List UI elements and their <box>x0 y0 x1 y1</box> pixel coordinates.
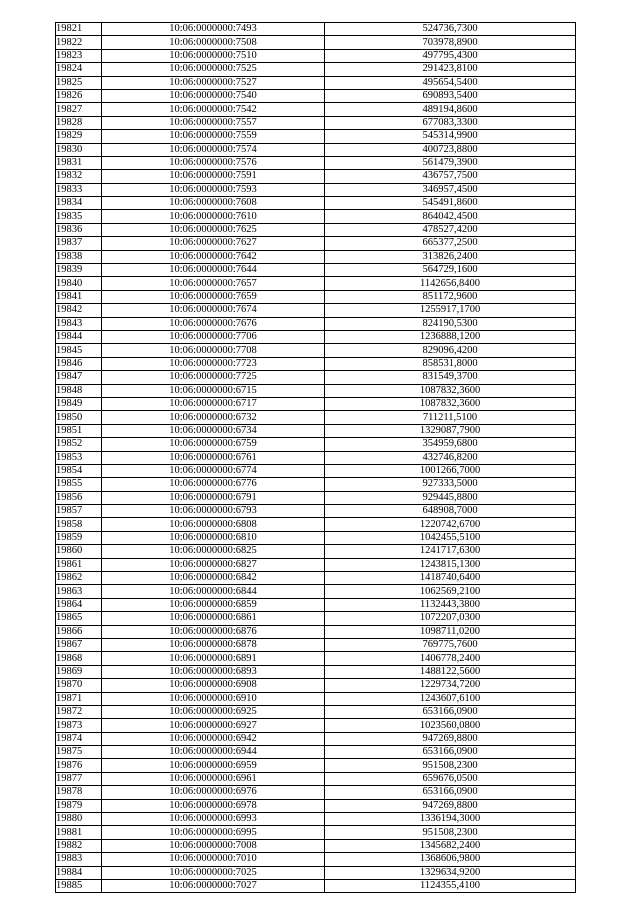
table-body <box>56 23 576 893</box>
table-row <box>56 424 576 437</box>
table-row <box>56 438 576 451</box>
cadastral-number-cell: 10:06:0000000:6827 <box>102 558 325 571</box>
cadastral-number-cell: 10:06:0000000:6942 <box>102 732 325 745</box>
value-cell: 1329634,9200 <box>325 866 576 879</box>
table-row <box>56 625 576 638</box>
table-row <box>56 183 576 196</box>
table-row <box>56 491 576 504</box>
cadastral-number-cell: 10:06:0000000:6715 <box>102 384 325 397</box>
value-cell: 354959,6800 <box>325 438 576 451</box>
row-number-cell: 19829 <box>56 130 102 143</box>
value-cell: 1132443,3800 <box>325 598 576 611</box>
cadastral-number-cell: 10:06:0000000:6876 <box>102 625 325 638</box>
cadastral-number-cell: 10:06:0000000:7676 <box>102 317 325 330</box>
value-cell: 1243815,1300 <box>325 558 576 571</box>
row-number-cell: 19871 <box>56 692 102 705</box>
value-cell: 824190,5300 <box>325 317 576 330</box>
table-row <box>56 384 576 397</box>
table-row <box>56 103 576 116</box>
row-number-cell: 19856 <box>56 491 102 504</box>
row-number-cell: 19852 <box>56 438 102 451</box>
table-row <box>56 518 576 531</box>
cadastral-number-cell: 10:06:0000000:6791 <box>102 491 325 504</box>
cadastral-number-cell: 10:06:0000000:6761 <box>102 451 325 464</box>
cadastral-number-cell: 10:06:0000000:6891 <box>102 652 325 665</box>
value-cell: 665377,2500 <box>325 237 576 250</box>
row-number-cell: 19851 <box>56 424 102 437</box>
cadastral-number-cell: 10:06:0000000:7625 <box>102 223 325 236</box>
value-cell: 432746,8200 <box>325 451 576 464</box>
row-number-cell: 19822 <box>56 36 102 49</box>
table-row <box>56 63 576 76</box>
table-row <box>56 197 576 210</box>
row-number-cell: 19833 <box>56 183 102 196</box>
row-number-cell: 19859 <box>56 531 102 544</box>
row-number-cell: 19842 <box>56 304 102 317</box>
cadastral-number-cell: 10:06:0000000:6878 <box>102 638 325 651</box>
table-row <box>56 531 576 544</box>
cadastral-number-cell: 10:06:0000000:7008 <box>102 839 325 852</box>
cadastral-number-cell: 10:06:0000000:7025 <box>102 866 325 879</box>
row-number-cell: 19857 <box>56 505 102 518</box>
value-cell: 1087832,3600 <box>325 384 576 397</box>
table-row <box>56 853 576 866</box>
value-cell: 947269,8800 <box>325 799 576 812</box>
value-cell: 1368606,9800 <box>325 853 576 866</box>
value-cell: 659676,0500 <box>325 772 576 785</box>
table-row <box>56 692 576 705</box>
table-row <box>56 130 576 143</box>
table-row <box>56 638 576 651</box>
table-row <box>56 585 576 598</box>
value-cell: 690893,5400 <box>325 89 576 102</box>
value-cell: 436757,7500 <box>325 170 576 183</box>
cadastral-number-cell: 10:06:0000000:7559 <box>102 130 325 143</box>
cadastral-number-cell: 10:06:0000000:7644 <box>102 264 325 277</box>
value-cell: 1023560,0800 <box>325 719 576 732</box>
row-number-cell: 19866 <box>56 625 102 638</box>
row-number-cell: 19826 <box>56 89 102 102</box>
cadastral-number-cell: 10:06:0000000:6961 <box>102 772 325 785</box>
value-cell: 1098711,0200 <box>325 625 576 638</box>
cadastral-number-cell: 10:06:0000000:6910 <box>102 692 325 705</box>
row-number-cell: 19843 <box>56 317 102 330</box>
value-cell: 1087832,3600 <box>325 397 576 410</box>
row-number-cell: 19840 <box>56 277 102 290</box>
value-cell: 653166,0900 <box>325 705 576 718</box>
value-cell: 648908,7000 <box>325 505 576 518</box>
cadastral-number-cell: 10:06:0000000:6810 <box>102 531 325 544</box>
table-row <box>56 799 576 812</box>
row-number-cell: 19860 <box>56 545 102 558</box>
value-cell: 711211,5100 <box>325 411 576 424</box>
row-number-cell: 19824 <box>56 63 102 76</box>
row-number-cell: 19878 <box>56 786 102 799</box>
row-number-cell: 19827 <box>56 103 102 116</box>
cadastral-number-cell: 10:06:0000000:6734 <box>102 424 325 437</box>
value-cell: 831549,3700 <box>325 371 576 384</box>
table-row <box>56 237 576 250</box>
table-row <box>56 558 576 571</box>
value-cell: 313826,2400 <box>325 250 576 263</box>
cadastral-number-cell: 10:06:0000000:7593 <box>102 183 325 196</box>
table-row <box>56 545 576 558</box>
row-number-cell: 19836 <box>56 223 102 236</box>
row-number-cell: 19830 <box>56 143 102 156</box>
cadastral-number-cell: 10:06:0000000:7557 <box>102 116 325 129</box>
value-cell: 864042,4500 <box>325 210 576 223</box>
table-row <box>56 357 576 370</box>
table-row <box>56 116 576 129</box>
table-row <box>56 223 576 236</box>
row-number-cell: 19832 <box>56 170 102 183</box>
value-cell: 524736,7300 <box>325 23 576 36</box>
value-cell: 1062569,2100 <box>325 585 576 598</box>
table-row <box>56 290 576 303</box>
cadastral-number-cell: 10:06:0000000:6776 <box>102 478 325 491</box>
table-row <box>56 505 576 518</box>
value-cell: 1001266,7000 <box>325 464 576 477</box>
cadastral-number-cell: 10:06:0000000:7027 <box>102 880 325 893</box>
row-number-cell: 19872 <box>56 705 102 718</box>
row-number-cell: 19850 <box>56 411 102 424</box>
table-row <box>56 746 576 759</box>
cadastral-number-cell: 10:06:0000000:7508 <box>102 36 325 49</box>
table-row <box>56 277 576 290</box>
cadastral-number-cell: 10:06:0000000:6908 <box>102 679 325 692</box>
row-number-cell: 19849 <box>56 397 102 410</box>
value-cell: 1418740,6400 <box>325 572 576 585</box>
row-number-cell: 19884 <box>56 866 102 879</box>
value-cell: 677083,3300 <box>325 116 576 129</box>
cadastral-number-cell: 10:06:0000000:7627 <box>102 237 325 250</box>
row-number-cell: 19864 <box>56 598 102 611</box>
value-cell: 291423,8100 <box>325 63 576 76</box>
value-cell: 1042455,5100 <box>325 531 576 544</box>
row-number-cell: 19870 <box>56 679 102 692</box>
table-row <box>56 156 576 169</box>
row-number-cell: 19847 <box>56 371 102 384</box>
cadastral-number-cell: 10:06:0000000:6732 <box>102 411 325 424</box>
row-number-cell: 19880 <box>56 813 102 826</box>
table-row <box>56 839 576 852</box>
cadastral-number-cell: 10:06:0000000:6944 <box>102 746 325 759</box>
table-row <box>56 464 576 477</box>
cadastral-number-cell: 10:06:0000000:6717 <box>102 397 325 410</box>
table-row <box>56 250 576 263</box>
cadastral-number-cell: 10:06:0000000:7608 <box>102 197 325 210</box>
table-row <box>56 759 576 772</box>
row-number-cell: 19858 <box>56 518 102 531</box>
cadastral-number-cell: 10:06:0000000:6995 <box>102 826 325 839</box>
cadastral-number-cell: 10:06:0000000:7591 <box>102 170 325 183</box>
table-row <box>56 612 576 625</box>
value-cell: 1329087,7900 <box>325 424 576 437</box>
cadastral-number-cell: 10:06:0000000:7642 <box>102 250 325 263</box>
row-number-cell: 19846 <box>56 357 102 370</box>
value-cell: 1236888,1200 <box>325 330 576 343</box>
row-number-cell: 19875 <box>56 746 102 759</box>
cadastral-number-cell: 10:06:0000000:7527 <box>102 76 325 89</box>
table-row <box>56 330 576 343</box>
table-row <box>56 170 576 183</box>
row-number-cell: 19834 <box>56 197 102 210</box>
row-number-cell: 19838 <box>56 250 102 263</box>
value-cell: 478527,4200 <box>325 223 576 236</box>
table-row <box>56 371 576 384</box>
cadastral-number-cell: 10:06:0000000:7574 <box>102 143 325 156</box>
value-cell: 561479,3900 <box>325 156 576 169</box>
cadastral-number-cell: 10:06:0000000:7010 <box>102 853 325 866</box>
table-row <box>56 665 576 678</box>
table-row <box>56 344 576 357</box>
cadastral-number-cell: 10:06:0000000:6759 <box>102 438 325 451</box>
row-number-cell: 19844 <box>56 330 102 343</box>
cadastral-number-cell: 10:06:0000000:7706 <box>102 330 325 343</box>
cadastral-number-cell: 10:06:0000000:6842 <box>102 572 325 585</box>
row-number-cell: 19831 <box>56 156 102 169</box>
row-number-cell: 19873 <box>56 719 102 732</box>
table-row <box>56 36 576 49</box>
value-cell: 545314,9900 <box>325 130 576 143</box>
table-row <box>56 397 576 410</box>
table-row <box>56 679 576 692</box>
table-row <box>56 49 576 62</box>
table-row <box>56 719 576 732</box>
table-row <box>56 813 576 826</box>
value-cell: 497795,4300 <box>325 49 576 62</box>
row-number-cell: 19861 <box>56 558 102 571</box>
row-number-cell: 19881 <box>56 826 102 839</box>
value-cell: 1336194,3000 <box>325 813 576 826</box>
value-cell: 769775,7600 <box>325 638 576 651</box>
value-cell: 829096,4200 <box>325 344 576 357</box>
row-number-cell: 19863 <box>56 585 102 598</box>
value-cell: 929445,8800 <box>325 491 576 504</box>
cadastral-number-cell: 10:06:0000000:7542 <box>102 103 325 116</box>
cadastral-number-cell: 10:06:0000000:6859 <box>102 598 325 611</box>
row-number-cell: 19825 <box>56 76 102 89</box>
row-number-cell: 19869 <box>56 665 102 678</box>
row-number-cell: 19862 <box>56 572 102 585</box>
table-row <box>56 572 576 585</box>
cadastral-number-cell: 10:06:0000000:7610 <box>102 210 325 223</box>
row-number-cell: 19877 <box>56 772 102 785</box>
row-number-cell: 19876 <box>56 759 102 772</box>
row-number-cell: 19883 <box>56 853 102 866</box>
value-cell: 951508,2300 <box>325 759 576 772</box>
value-cell: 1255917,1700 <box>325 304 576 317</box>
cadastral-number-cell: 10:06:0000000:6861 <box>102 612 325 625</box>
value-cell: 346957,4500 <box>325 183 576 196</box>
table-row <box>56 652 576 665</box>
value-cell: 1241717,6300 <box>325 545 576 558</box>
table-row <box>56 786 576 799</box>
value-cell: 927333,5000 <box>325 478 576 491</box>
cadastral-number-cell: 10:06:0000000:6976 <box>102 786 325 799</box>
value-cell: 1243607,6100 <box>325 692 576 705</box>
cadastral-number-cell: 10:06:0000000:7493 <box>102 23 325 36</box>
cadastral-number-cell: 10:06:0000000:6844 <box>102 585 325 598</box>
table-row <box>56 866 576 879</box>
cadastral-number-cell: 10:06:0000000:7723 <box>102 357 325 370</box>
table-row <box>56 317 576 330</box>
row-number-cell: 19821 <box>56 23 102 36</box>
table-row <box>56 772 576 785</box>
table-row <box>56 304 576 317</box>
value-cell: 1124355,4100 <box>325 880 576 893</box>
row-number-cell: 19854 <box>56 464 102 477</box>
cadastral-number-cell: 10:06:0000000:6927 <box>102 719 325 732</box>
row-number-cell: 19874 <box>56 732 102 745</box>
value-cell: 489194,8600 <box>325 103 576 116</box>
cadastral-number-cell: 10:06:0000000:7708 <box>102 344 325 357</box>
value-cell: 1406778,2400 <box>325 652 576 665</box>
cadastral-number-cell: 10:06:0000000:6793 <box>102 505 325 518</box>
table-row <box>56 880 576 893</box>
value-cell: 1142656,8400 <box>325 277 576 290</box>
table-row <box>56 478 576 491</box>
value-cell: 851172,9600 <box>325 290 576 303</box>
cadastral-number-cell: 10:06:0000000:7674 <box>102 304 325 317</box>
cadastral-number-cell: 10:06:0000000:6925 <box>102 705 325 718</box>
row-number-cell: 19885 <box>56 880 102 893</box>
row-number-cell: 19867 <box>56 638 102 651</box>
row-number-cell: 19855 <box>56 478 102 491</box>
table-row <box>56 143 576 156</box>
cadastral-number-cell: 10:06:0000000:6959 <box>102 759 325 772</box>
value-cell: 951508,2300 <box>325 826 576 839</box>
value-cell: 653166,0900 <box>325 786 576 799</box>
table-row <box>56 451 576 464</box>
value-cell: 1220742,6700 <box>325 518 576 531</box>
row-number-cell: 19835 <box>56 210 102 223</box>
value-cell: 545491,8600 <box>325 197 576 210</box>
cadastral-number-cell: 10:06:0000000:6774 <box>102 464 325 477</box>
row-number-cell: 19828 <box>56 116 102 129</box>
row-number-cell: 19839 <box>56 264 102 277</box>
row-number-cell: 19841 <box>56 290 102 303</box>
cadastral-number-cell: 10:06:0000000:7659 <box>102 290 325 303</box>
cadastral-number-cell: 10:06:0000000:7657 <box>102 277 325 290</box>
cadastral-number-cell: 10:06:0000000:7525 <box>102 63 325 76</box>
value-cell: 1345682,2400 <box>325 839 576 852</box>
table-row <box>56 76 576 89</box>
cadastral-number-cell: 10:06:0000000:6808 <box>102 518 325 531</box>
row-number-cell: 19837 <box>56 237 102 250</box>
row-number-cell: 19868 <box>56 652 102 665</box>
cadastral-number-cell: 10:06:0000000:6993 <box>102 813 325 826</box>
cadastral-number-cell: 10:06:0000000:7725 <box>102 371 325 384</box>
table-row <box>56 89 576 102</box>
row-number-cell: 19865 <box>56 612 102 625</box>
table-row <box>56 264 576 277</box>
cadastral-number-cell: 10:06:0000000:7576 <box>102 156 325 169</box>
cadastral-number-cell: 10:06:0000000:6825 <box>102 545 325 558</box>
table-row <box>56 23 576 36</box>
table-row <box>56 411 576 424</box>
cadastral-number-cell: 10:06:0000000:7540 <box>102 89 325 102</box>
row-number-cell: 19823 <box>56 49 102 62</box>
value-cell: 703978,8900 <box>325 36 576 49</box>
value-cell: 858531,8000 <box>325 357 576 370</box>
table-row <box>56 598 576 611</box>
value-cell: 1072207,0300 <box>325 612 576 625</box>
table-row <box>56 210 576 223</box>
value-cell: 1488122,5600 <box>325 665 576 678</box>
value-cell: 400723,8800 <box>325 143 576 156</box>
row-number-cell: 19845 <box>56 344 102 357</box>
row-number-cell: 19882 <box>56 839 102 852</box>
data-table <box>55 22 576 893</box>
row-number-cell: 19853 <box>56 451 102 464</box>
cadastral-number-cell: 10:06:0000000:6893 <box>102 665 325 678</box>
cadastral-number-cell: 10:06:0000000:7510 <box>102 49 325 62</box>
table-row <box>56 705 576 718</box>
row-number-cell: 19848 <box>56 384 102 397</box>
table-row <box>56 732 576 745</box>
value-cell: 1229734,7200 <box>325 679 576 692</box>
table-row <box>56 826 576 839</box>
row-number-cell: 19879 <box>56 799 102 812</box>
value-cell: 653166,0900 <box>325 746 576 759</box>
value-cell: 495654,5400 <box>325 76 576 89</box>
cadastral-number-cell: 10:06:0000000:6978 <box>102 799 325 812</box>
value-cell: 564729,1600 <box>325 264 576 277</box>
value-cell: 947269,8800 <box>325 732 576 745</box>
